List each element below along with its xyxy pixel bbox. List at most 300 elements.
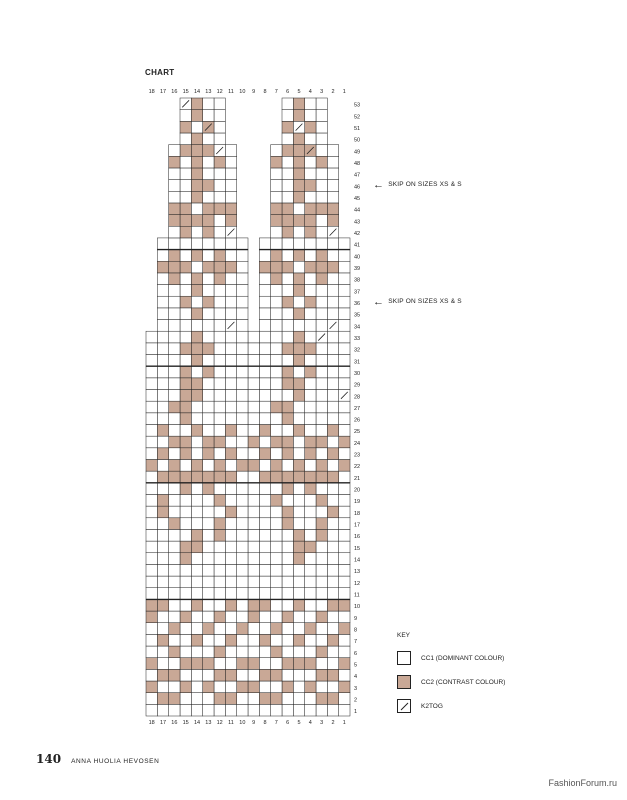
chart-cell bbox=[191, 215, 202, 227]
column-label: 2 bbox=[331, 720, 335, 726]
chart-cell bbox=[271, 203, 282, 215]
chart-cell bbox=[169, 390, 180, 402]
chart-cell bbox=[191, 121, 202, 133]
chart-cell bbox=[157, 623, 168, 635]
chart-cell bbox=[169, 529, 180, 541]
chart-cell bbox=[237, 623, 248, 635]
chart-cell bbox=[157, 401, 168, 413]
chart-cell bbox=[282, 704, 293, 716]
chart-cell bbox=[157, 238, 168, 250]
chart-cell bbox=[146, 355, 157, 367]
chart-cell bbox=[316, 390, 327, 402]
chart-cell bbox=[180, 424, 191, 436]
chart-cell bbox=[293, 156, 304, 168]
chart-cell bbox=[327, 378, 338, 390]
chart-cell bbox=[214, 506, 225, 518]
chart-cell bbox=[180, 494, 191, 506]
chart-cell bbox=[180, 308, 191, 320]
chart-cell bbox=[169, 261, 180, 273]
chart-cell bbox=[169, 320, 180, 332]
chart-cell bbox=[339, 343, 350, 355]
chart-cell bbox=[282, 121, 293, 133]
chart-cell bbox=[146, 390, 157, 402]
chart-cell bbox=[237, 494, 248, 506]
chart-cell bbox=[327, 424, 338, 436]
chart-cell bbox=[169, 145, 180, 157]
chart-cell bbox=[169, 611, 180, 623]
skip-note-text: SKIP ON SIZES XS & S bbox=[388, 181, 462, 189]
chart-cell bbox=[282, 98, 293, 110]
book-title: ANNA HUOLIA HEVOSEN bbox=[71, 758, 160, 765]
chart-cell bbox=[327, 658, 338, 670]
chart-cell bbox=[282, 343, 293, 355]
chart-cell bbox=[203, 658, 214, 670]
chart-cell bbox=[169, 518, 180, 530]
row-label: 35 bbox=[354, 312, 361, 319]
chart-cell bbox=[191, 494, 202, 506]
chart-cell bbox=[327, 576, 338, 588]
chart-cell bbox=[169, 378, 180, 390]
chart-cell bbox=[293, 366, 304, 378]
chart-cell bbox=[214, 308, 225, 320]
chart-cell bbox=[271, 588, 282, 600]
chart-cell bbox=[203, 390, 214, 402]
chart-cell bbox=[191, 599, 202, 611]
chart-cell bbox=[203, 98, 214, 110]
row-label: 25 bbox=[354, 429, 361, 436]
chart-cell bbox=[293, 424, 304, 436]
chart-cell bbox=[327, 611, 338, 623]
chart-cell bbox=[203, 366, 214, 378]
chart-cell bbox=[225, 518, 236, 530]
chart-cell bbox=[271, 366, 282, 378]
chart-cell bbox=[169, 681, 180, 693]
chart-cell bbox=[316, 693, 327, 705]
chart-cell bbox=[180, 226, 191, 238]
chart-cell bbox=[271, 378, 282, 390]
chart-cell bbox=[259, 599, 270, 611]
chart-cell bbox=[282, 424, 293, 436]
chart-cell bbox=[316, 436, 327, 448]
chart-cell bbox=[214, 226, 225, 238]
chart-cell bbox=[214, 471, 225, 483]
chart-cell bbox=[293, 180, 304, 192]
chart-cell bbox=[271, 623, 282, 635]
chart-cell bbox=[305, 156, 316, 168]
chart-cell bbox=[305, 273, 316, 285]
chart-cell bbox=[305, 623, 316, 635]
chart-cell bbox=[339, 564, 350, 576]
chart-cell bbox=[225, 646, 236, 658]
row-label: 14 bbox=[354, 557, 361, 564]
chart-cell bbox=[203, 378, 214, 390]
chart-cell bbox=[157, 355, 168, 367]
chart-cell bbox=[293, 436, 304, 448]
chart-cell bbox=[305, 611, 316, 623]
chart-cell bbox=[316, 623, 327, 635]
chart-cell bbox=[282, 459, 293, 471]
chart-cell bbox=[305, 588, 316, 600]
chart-cell bbox=[293, 191, 304, 203]
chart-cell bbox=[305, 634, 316, 646]
chart-cell bbox=[146, 646, 157, 658]
chart-cell bbox=[225, 669, 236, 681]
chart-cell bbox=[271, 611, 282, 623]
chart-cell bbox=[146, 634, 157, 646]
chart-cell bbox=[282, 541, 293, 553]
chart-cell bbox=[339, 599, 350, 611]
skip-note-row-36 bbox=[373, 295, 462, 308]
chart-cell bbox=[225, 366, 236, 378]
chart-cell bbox=[214, 215, 225, 227]
chart-cell bbox=[305, 599, 316, 611]
chart-cell bbox=[157, 611, 168, 623]
chart-cell bbox=[169, 436, 180, 448]
chart-cell bbox=[169, 273, 180, 285]
chart-cell bbox=[293, 168, 304, 180]
chart-cell bbox=[214, 611, 225, 623]
chart-cell bbox=[339, 448, 350, 460]
column-label: 11 bbox=[228, 89, 234, 95]
chart-cell bbox=[157, 564, 168, 576]
chart-cell bbox=[305, 261, 316, 273]
column-label: 14 bbox=[193, 720, 201, 726]
chart-cell bbox=[293, 529, 304, 541]
chart-cell bbox=[248, 331, 259, 343]
chart-cell bbox=[180, 401, 191, 413]
chart-cell bbox=[214, 168, 225, 180]
chart-key bbox=[397, 632, 505, 722]
chart-cell bbox=[169, 658, 180, 670]
chart-cell bbox=[214, 331, 225, 343]
chart-cell bbox=[271, 191, 282, 203]
chart-cell bbox=[316, 529, 327, 541]
chart-cell bbox=[203, 191, 214, 203]
chart-cell bbox=[293, 203, 304, 215]
chart-cell bbox=[225, 541, 236, 553]
chart-cell bbox=[214, 424, 225, 436]
chart-cell bbox=[248, 366, 259, 378]
chart-cell bbox=[282, 646, 293, 658]
chart-cell bbox=[203, 529, 214, 541]
chart-cell bbox=[169, 250, 180, 262]
chart-cell bbox=[191, 133, 202, 145]
chart-cell bbox=[282, 634, 293, 646]
chart-cell bbox=[180, 599, 191, 611]
skip-note-row-46 bbox=[373, 178, 462, 191]
chart-cell bbox=[180, 623, 191, 635]
chart-cell bbox=[157, 459, 168, 471]
chart-cell bbox=[214, 366, 225, 378]
chart-cell bbox=[271, 226, 282, 238]
chart-cell bbox=[203, 576, 214, 588]
chart-cell bbox=[214, 250, 225, 262]
row-label: 41 bbox=[354, 242, 361, 249]
chart-cell bbox=[169, 331, 180, 343]
chart-cell bbox=[271, 296, 282, 308]
chart-cell bbox=[157, 588, 168, 600]
chart-cell bbox=[203, 459, 214, 471]
chart-cell bbox=[157, 250, 168, 262]
chart-cell bbox=[225, 529, 236, 541]
chart-cell bbox=[157, 693, 168, 705]
chart-cell bbox=[191, 518, 202, 530]
chart-cell bbox=[157, 518, 168, 530]
chart-cell bbox=[237, 273, 248, 285]
chart-cell bbox=[339, 518, 350, 530]
chart-cell bbox=[191, 448, 202, 460]
chart-cell bbox=[203, 681, 214, 693]
chart-cell bbox=[169, 226, 180, 238]
chart-cell bbox=[316, 599, 327, 611]
chart-cell bbox=[293, 401, 304, 413]
chart-cell bbox=[282, 564, 293, 576]
row-label: 53 bbox=[354, 102, 361, 109]
chart-cell bbox=[248, 483, 259, 495]
chart-cell bbox=[203, 261, 214, 273]
row-label: 42 bbox=[354, 231, 361, 238]
chart-cell bbox=[203, 331, 214, 343]
chart-cell bbox=[180, 331, 191, 343]
chart-cell bbox=[305, 506, 316, 518]
chart-cell bbox=[180, 541, 191, 553]
skip-note-text: SKIP ON SIZES XS & S bbox=[388, 298, 462, 306]
chart-cell bbox=[271, 506, 282, 518]
chart-cell bbox=[225, 343, 236, 355]
chart-cell bbox=[157, 378, 168, 390]
chart-cell bbox=[316, 273, 327, 285]
chart-cell bbox=[271, 459, 282, 471]
chart-cell bbox=[327, 366, 338, 378]
chart-cell bbox=[237, 296, 248, 308]
chart-cell bbox=[271, 168, 282, 180]
chart-cell bbox=[191, 658, 202, 670]
chart-cell bbox=[225, 145, 236, 157]
chart-cell bbox=[259, 285, 270, 297]
chart-cell bbox=[259, 564, 270, 576]
chart-cell bbox=[180, 459, 191, 471]
chart-cell bbox=[225, 623, 236, 635]
chart-cell bbox=[214, 413, 225, 425]
row-label: 21 bbox=[354, 475, 361, 482]
column-label: 5 bbox=[297, 89, 301, 95]
chart-cell bbox=[327, 238, 338, 250]
chart-cell bbox=[327, 436, 338, 448]
chart-cell bbox=[214, 483, 225, 495]
chart-cell bbox=[259, 669, 270, 681]
row-label: 19 bbox=[354, 499, 361, 506]
chart-cell bbox=[327, 390, 338, 402]
chart-cell bbox=[169, 424, 180, 436]
chart-cell bbox=[203, 203, 214, 215]
column-label: 10 bbox=[239, 720, 246, 726]
chart-cell bbox=[305, 646, 316, 658]
chart-cell bbox=[259, 506, 270, 518]
chart-cell bbox=[327, 599, 338, 611]
chart-cell bbox=[293, 564, 304, 576]
chart-cell bbox=[259, 436, 270, 448]
chart-cell bbox=[282, 448, 293, 460]
column-label: 4 bbox=[308, 89, 312, 95]
chart-cell bbox=[339, 704, 350, 716]
chart-cell bbox=[259, 541, 270, 553]
chart-cell bbox=[339, 261, 350, 273]
chart-cell bbox=[191, 704, 202, 716]
chart-cell bbox=[305, 285, 316, 297]
chart-cell bbox=[316, 634, 327, 646]
chart-cell bbox=[305, 133, 316, 145]
chart-cell bbox=[180, 693, 191, 705]
row-label: 50 bbox=[354, 137, 361, 144]
chart-cell bbox=[214, 448, 225, 460]
chart-cell bbox=[191, 285, 202, 297]
chart-cell bbox=[271, 599, 282, 611]
chart-cell bbox=[327, 564, 338, 576]
key-item-cc2 bbox=[397, 674, 505, 690]
chart-cell bbox=[305, 413, 316, 425]
k2tog-icon bbox=[397, 699, 411, 713]
chart-cell bbox=[339, 658, 350, 670]
chart-cell bbox=[316, 285, 327, 297]
chart-cell bbox=[157, 366, 168, 378]
chart-cell bbox=[180, 320, 191, 332]
chart-cell bbox=[327, 634, 338, 646]
chart-cell bbox=[214, 576, 225, 588]
chart-cell bbox=[271, 553, 282, 565]
column-label: 18 bbox=[148, 89, 155, 95]
chart-cell bbox=[191, 623, 202, 635]
chart-cell bbox=[191, 424, 202, 436]
chart-cell bbox=[305, 471, 316, 483]
row-label: 20 bbox=[354, 487, 361, 494]
row-label: 48 bbox=[354, 161, 361, 168]
chart-cell bbox=[316, 191, 327, 203]
chart-cell bbox=[146, 413, 157, 425]
chart-cell bbox=[282, 308, 293, 320]
row-label: 37 bbox=[354, 289, 361, 296]
chart-cell bbox=[305, 436, 316, 448]
chart-cell bbox=[293, 623, 304, 635]
chart-cell bbox=[237, 401, 248, 413]
chart-cell bbox=[305, 238, 316, 250]
chart-cell bbox=[237, 413, 248, 425]
chart-cell bbox=[191, 308, 202, 320]
chart-cell bbox=[316, 378, 327, 390]
row-label: 5 bbox=[354, 662, 358, 669]
chart-cell bbox=[180, 261, 191, 273]
row-label: 38 bbox=[354, 277, 361, 284]
chart-cell bbox=[191, 238, 202, 250]
row-label: 36 bbox=[354, 300, 361, 307]
row-label: 15 bbox=[354, 545, 361, 552]
chart-cell bbox=[293, 378, 304, 390]
chart-cell bbox=[271, 693, 282, 705]
chart-cell bbox=[157, 273, 168, 285]
column-label: 6 bbox=[286, 720, 290, 726]
chart-cell bbox=[305, 191, 316, 203]
chart-cell bbox=[203, 424, 214, 436]
chart-cell bbox=[225, 611, 236, 623]
chart-cell bbox=[293, 553, 304, 565]
chart-cell bbox=[191, 681, 202, 693]
cc1-swatch bbox=[397, 651, 411, 665]
chart-cell bbox=[169, 646, 180, 658]
column-label: 10 bbox=[239, 89, 246, 95]
chart-cell bbox=[169, 599, 180, 611]
chart-cell bbox=[316, 658, 327, 670]
chart-cell bbox=[169, 156, 180, 168]
chart-cell bbox=[339, 471, 350, 483]
chart-cell bbox=[293, 273, 304, 285]
chart-cell bbox=[293, 483, 304, 495]
chart-cell bbox=[191, 459, 202, 471]
row-label: 27 bbox=[354, 405, 361, 412]
chart-cell bbox=[225, 296, 236, 308]
chart-cell bbox=[180, 121, 191, 133]
chart-cell bbox=[180, 448, 191, 460]
chart-cell bbox=[316, 261, 327, 273]
chart-cell bbox=[169, 168, 180, 180]
chart-cell bbox=[214, 180, 225, 192]
chart-cell bbox=[237, 681, 248, 693]
chart-cell bbox=[214, 110, 225, 122]
chart-cell bbox=[237, 611, 248, 623]
chart-cell bbox=[293, 133, 304, 145]
chart-cell bbox=[271, 471, 282, 483]
chart-cell bbox=[180, 203, 191, 215]
chart-cell bbox=[327, 506, 338, 518]
row-label: 39 bbox=[354, 265, 361, 272]
chart-cell bbox=[180, 273, 191, 285]
chart-cell bbox=[203, 564, 214, 576]
chart-cell bbox=[316, 518, 327, 530]
chart-cell bbox=[339, 285, 350, 297]
row-label: 9 bbox=[354, 615, 358, 622]
chart-cell bbox=[225, 553, 236, 565]
chart-cell bbox=[225, 494, 236, 506]
row-label: 6 bbox=[354, 650, 358, 657]
chart-cell bbox=[237, 599, 248, 611]
chart-cell bbox=[146, 331, 157, 343]
page-footer bbox=[36, 752, 159, 766]
chart-cell bbox=[214, 378, 225, 390]
chart-cell bbox=[169, 448, 180, 460]
chart-cell bbox=[305, 331, 316, 343]
chart-cell bbox=[305, 529, 316, 541]
column-label: 12 bbox=[216, 89, 223, 95]
chart-cell bbox=[305, 366, 316, 378]
chart-cell bbox=[316, 343, 327, 355]
chart-cell bbox=[225, 588, 236, 600]
chart-cell bbox=[146, 669, 157, 681]
chart-cell bbox=[191, 320, 202, 332]
chart-cell bbox=[180, 238, 191, 250]
chart-cell bbox=[146, 471, 157, 483]
chart-cell bbox=[339, 459, 350, 471]
chart-cell bbox=[293, 599, 304, 611]
chart-cell bbox=[225, 378, 236, 390]
chart-cell bbox=[157, 448, 168, 460]
chart-cell bbox=[259, 658, 270, 670]
chart-cell bbox=[282, 681, 293, 693]
chart-cell bbox=[225, 436, 236, 448]
chart-cell bbox=[146, 681, 157, 693]
chart-cell bbox=[293, 588, 304, 600]
chart-cell bbox=[305, 250, 316, 262]
chart-cell bbox=[203, 553, 214, 565]
chart-cell bbox=[259, 494, 270, 506]
chart-cell bbox=[327, 203, 338, 215]
